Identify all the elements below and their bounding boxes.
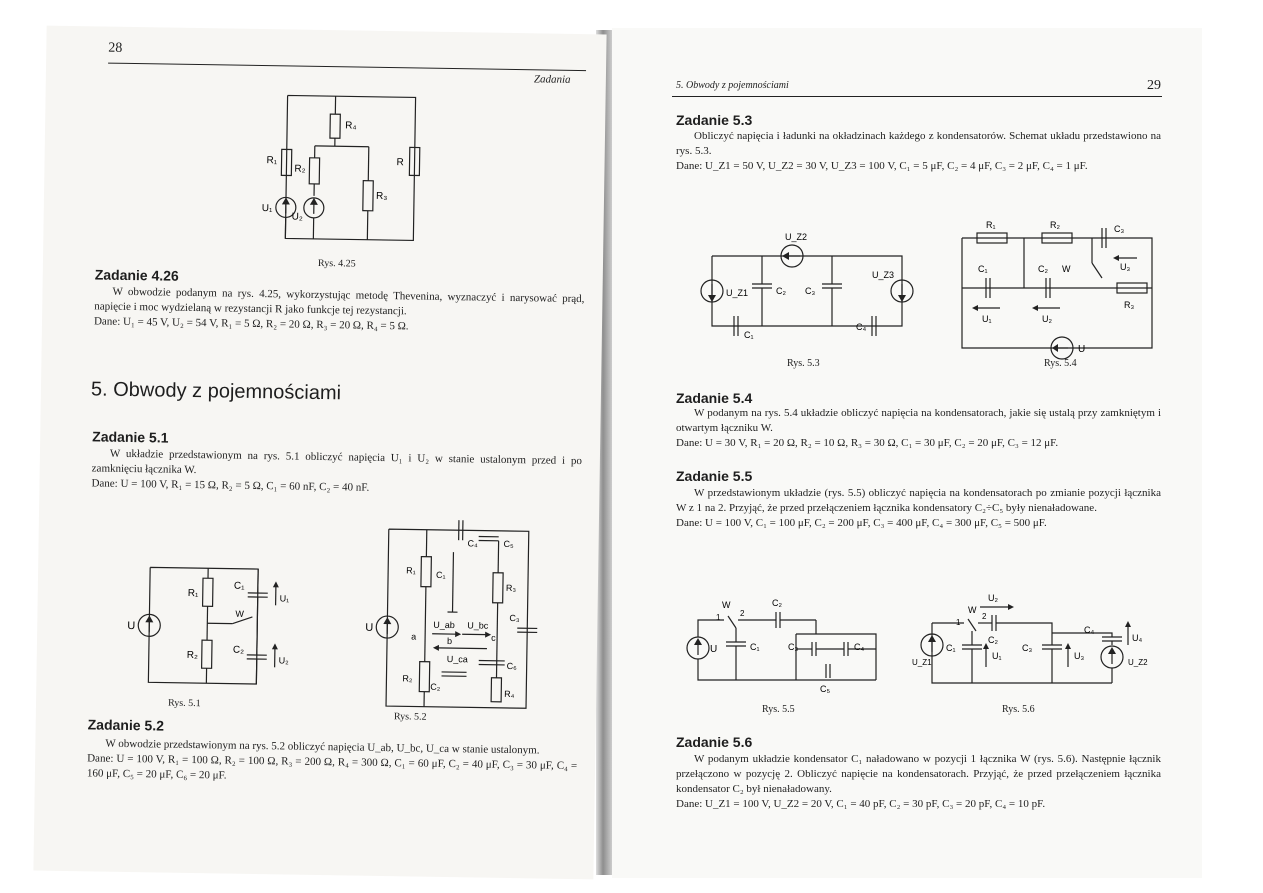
- caption-rys-5-3: Rys. 5.3: [787, 358, 820, 369]
- zadanie-5-1-body: [91, 446, 582, 499]
- zadanie-5-4-dane: Dane: U = 30 V, R₁ = 20 Ω, R₂ = 10 Ω, R₃ = 30 Ω, C₁ = 30 μF, C₂ = 20 μF, C₃ = 12 μF.: [676, 437, 1059, 449]
- label-r2: R₂: [402, 673, 413, 684]
- label-u1: U₁: [279, 593, 290, 604]
- caption-rys-5-2: Rys. 5.2: [393, 711, 427, 723]
- caption-rys-5-5: Rys. 5.5: [762, 704, 795, 715]
- label-u2: U₂: [1042, 314, 1052, 324]
- figure-5-2: [326, 510, 549, 723]
- label-c1: C₁: [750, 642, 760, 652]
- header-rule: [108, 63, 586, 72]
- circuit-5-1: [137, 567, 279, 684]
- label-uab: U_ab: [433, 619, 455, 631]
- label-r: R: [396, 157, 404, 169]
- label-u3: U₃: [1120, 262, 1131, 272]
- running-header-right: 5. Obwody z pojemnościami: [676, 80, 789, 91]
- heading-zadanie-5-6: Zadanie 5.6: [676, 734, 753, 750]
- zadanie-5-3-text: Obliczyć napięcia i ładunki na okładzinach każdego z kondensatorów. Schemat układu przedstawiono na rys. 5.3.: [676, 130, 1161, 157]
- label-c3: C₃: [1114, 224, 1125, 234]
- label-u1: U₁: [982, 314, 992, 324]
- figure-4-25: [243, 83, 446, 261]
- label-c2: C₂: [776, 286, 786, 296]
- label-r2: R₂: [294, 163, 306, 175]
- zadanie-4-26-dane: Dane: U₁ = 45 V, U₂ = 54 V, R₁ = 5 Ω, R₂ = 20 Ω, R₃ = 20 Ω, R₄ = 5 Ω.: [93, 315, 409, 333]
- label-u: U: [365, 621, 374, 634]
- label-w: W: [968, 605, 977, 615]
- label-r3: R₃: [375, 190, 388, 203]
- label-uz3: U_Z3: [872, 270, 895, 280]
- label-c5: C₅: [503, 538, 514, 550]
- zadanie-5-5-dane: Dane: U = 100 V, C₁ = 100 μF, C₂ = 200 μF, C₃ = 400 μF, C₄ = 300 μF, C₅ = 500 μF.: [676, 517, 1047, 529]
- zadanie-5-4-text: W podanym na rys. 5.4 układzie obliczyć napięcia na kondensatorach, jakie się ustalą przy zamkniętym i otwartym łączniku W.: [676, 407, 1161, 434]
- label-r3: R₃: [505, 582, 517, 594]
- label-u2: U₂: [278, 655, 289, 666]
- running-header-left: Zadania: [533, 73, 571, 86]
- figure-5-1: [106, 557, 293, 695]
- label-ubc: U_bc: [467, 620, 489, 631]
- label-w: W: [722, 600, 731, 610]
- figure-5-6: [912, 583, 1162, 698]
- label-c6: C₆: [506, 660, 517, 672]
- label-pos-2: 2: [982, 612, 987, 621]
- zadanie-5-5-text: W przedstawionym układzie (rys. 5.5) obliczyć napięcia na kondensatorach po zmianie pozycji łącznika W z 1 na 2. Przyjąć, że przed przełączeniem łącznika kondensatory C₂÷C₅ były nienaładowane.: [676, 487, 1161, 514]
- zadanie-5-5-body: [676, 486, 1161, 531]
- zadanie-5-2-text: W obwodzie przedstawionym na rys. 5.2 obliczyć napięcia U_ab, U_bc, U_ca w stanie ustalonym.: [105, 737, 540, 757]
- label-u2: U₂: [291, 211, 303, 223]
- label-u4: U₄: [1132, 633, 1143, 643]
- label-r1: R₁: [986, 220, 996, 230]
- label-c1: C₁: [946, 643, 956, 653]
- label-w: W: [1062, 264, 1071, 274]
- label-uz1: U_Z1: [726, 288, 749, 298]
- label-pos-1: 1: [956, 618, 961, 627]
- caption-rys-5-6: Rys. 5.6: [1002, 704, 1035, 715]
- label-a: a: [411, 631, 417, 642]
- label-r1: R₁: [266, 155, 278, 167]
- zadanie-5-6-text: W podanym układzie kondensator C₁ naładowano w pozycji 1 łącznika W (rys. 5.6). Następnie łącznik przełączono w pozycję 2. Obliczyć napięcie na kondensatorach. Przyjąć, że przed przełączeniem łącznika kondensator C₂ był nienaładowany.: [676, 753, 1161, 795]
- heading-zadanie-5-2: Zadanie 5.2: [87, 716, 165, 734]
- label-r4: R₄: [345, 120, 357, 132]
- label-c2: C₂: [988, 635, 998, 645]
- label-c2: C₂: [1038, 264, 1048, 274]
- label-u: U: [127, 619, 136, 633]
- label-u: U: [1078, 344, 1086, 355]
- heading-zadanie-5-4: Zadanie 5.4: [676, 390, 753, 406]
- label-c1: C₁: [436, 569, 446, 580]
- label-c4: C₄: [854, 642, 865, 652]
- figure-5-3: [692, 218, 922, 343]
- label-c4: C₄: [856, 322, 867, 332]
- label-c3: C₃: [805, 286, 816, 296]
- label-r1: R₁: [406, 565, 416, 576]
- label-pos-1: 1: [716, 613, 721, 622]
- label-c5: C₅: [820, 684, 831, 694]
- label-w: W: [235, 608, 245, 619]
- label-c2: C₂: [232, 644, 245, 656]
- label-uca: U_ca: [446, 654, 468, 665]
- label-c3: C₃: [788, 642, 799, 652]
- caption-rys-5-1: Rys. 5.1: [167, 697, 201, 710]
- label-r2: R₂: [186, 649, 198, 662]
- zadanie-5-1-text: W układzie przedstawionym na rys. 5.1 obliczyć napięcia U₁ i U₂ w stanie ustalonym przed i po zamknięciu łącznika W.: [91, 447, 582, 477]
- zadanie-5-3-dane: Dane: U_Z1 = 50 V, U_Z2 = 30 V, U_Z3 = 100 V, C₁ = 5 μF, C₂ = 4 μF, C₃ = 2 μF, C₄ = 1 μF.: [676, 160, 1088, 172]
- page-number-right: 29: [1147, 78, 1161, 93]
- figure-5-5: [676, 580, 906, 695]
- label-c1: C₁: [978, 264, 988, 274]
- page-number-left: 28: [108, 40, 123, 56]
- header-rule-right: [672, 96, 1162, 97]
- label-uz2: U_Z2: [785, 232, 808, 242]
- label-u1: U₁: [992, 651, 1002, 661]
- circuit-5-4: [962, 228, 1152, 359]
- zadanie-5-2-body: [87, 736, 578, 789]
- label-u: U: [710, 644, 718, 655]
- label-r2: R₂: [1050, 220, 1060, 230]
- heading-zadanie-4-26: Zadanie 4.26: [94, 266, 179, 284]
- label-c2: C₂: [772, 598, 782, 608]
- label-c3: C₃: [509, 612, 520, 624]
- zadanie-5-6-body: [676, 752, 1161, 812]
- caption-rys-5-4: Rys. 5.4: [1044, 358, 1077, 369]
- heading-zadanie-5-3: Zadanie 5.3: [676, 112, 753, 128]
- label-u1: U₁: [261, 203, 273, 215]
- right-page: [612, 28, 1202, 878]
- label-b: b: [446, 636, 453, 647]
- label-c3: C₃: [1022, 643, 1033, 653]
- label-pos-2: 2: [740, 609, 745, 618]
- label-c1: C₁: [233, 580, 245, 592]
- zadanie-5-4-body: [676, 406, 1161, 451]
- label-uz2: U_Z2: [1128, 658, 1148, 667]
- label-c1: C₁: [744, 330, 754, 340]
- label-uz1: U_Z1: [912, 658, 932, 667]
- zadanie-5-3-body: [676, 129, 1161, 174]
- chapter-title: 5. Obwody z pojemnościami: [90, 378, 342, 405]
- label-u3: U₃: [1074, 651, 1085, 661]
- label-r3: R₃: [1124, 300, 1135, 310]
- label-c: c: [491, 632, 496, 643]
- label-r4: R₄: [504, 688, 515, 700]
- caption-rys-4-25: Rys. 4.25: [317, 257, 356, 270]
- zadanie-5-6-dane: Dane: U_Z1 = 100 V, U_Z2 = 20 V, C₁ = 40 pF, C₂ = 30 pF, C₃ = 20 pF, C₄ = 10 pF.: [676, 798, 1046, 810]
- heading-zadanie-5-5: Zadanie 5.5: [676, 468, 753, 484]
- left-page: [33, 26, 606, 880]
- label-r1: R₁: [187, 587, 199, 600]
- zadanie-5-2-dane: Dane: U = 100 V, R₁ = 100 Ω, R₂ = 100 Ω, R₃ = 200 Ω, R₄ = 300 Ω, C₁ = 60 μF, C₂ = 40 μF, C₃ = 30 μF, C₄ = 160 μF, C₅ = 20 μF, C₆ = 20 μF.: [86, 752, 578, 782]
- label-c4: C₄: [1084, 625, 1095, 635]
- label-c4: C₄: [467, 538, 478, 549]
- zadanie-5-1-dane: Dane: U = 100 V, R₁ = 15 Ω, R₂ = 5 Ω, C₁ = 60 nF, C₂ = 40 nF.: [91, 477, 370, 494]
- label-u2: U₂: [988, 593, 998, 603]
- heading-zadanie-5-1: Zadanie 5.1: [92, 428, 169, 446]
- label-c2: C₂: [430, 681, 441, 692]
- figure-5-4: [952, 208, 1167, 363]
- zadanie-4-26-text: W obwodzie podanym na rys. 4.25, wykorzystując metodę Thevenina, wyznaczyć i narysować prąd, napięcie i moc wydzielaną w rezystancji R jako funkcje tej rezystancji.: [94, 285, 585, 318]
- zadanie-4-26-body: [94, 284, 585, 337]
